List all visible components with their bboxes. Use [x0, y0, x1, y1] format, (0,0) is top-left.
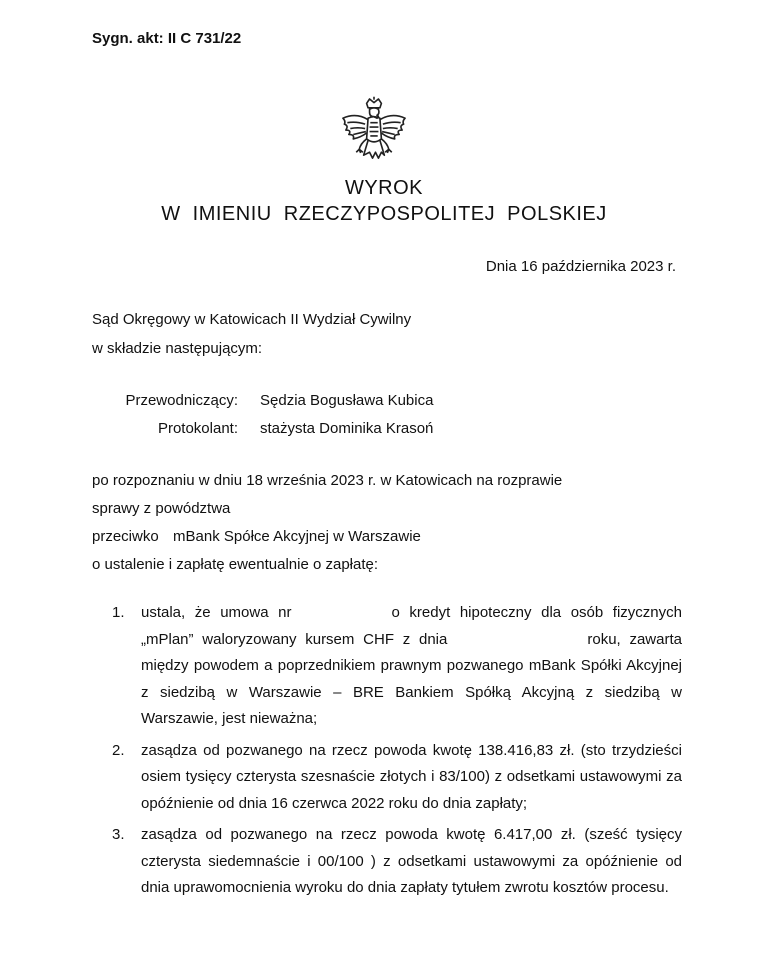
ruling-item — [92, 600, 682, 733]
judgment-date: Dnia 16 października 2023 r. — [485, 258, 676, 275]
judgment-title: WYROK — [344, 177, 424, 199]
ruling-text-part: ustala, że umowa nr — [141, 604, 292, 621]
clerk-label: Protokolant: — [157, 420, 238, 437]
clerk-value: stażysta Dominika Krasoń — [260, 420, 434, 437]
court-composition-intro: w składzie następującym: — [92, 340, 263, 357]
proceedings-line-4: o ustalenie i zapłatę ewentualnie o zapłatę: — [92, 556, 379, 573]
ruling-text-part: o kredyt hipoteczny dla osób fizycznych „mPlan” waloryzowany kursem CHF z dnia — [141, 604, 682, 648]
judgment-subtitle: W IMIENIU RZECZYPOSPOLITEJ POLSKIEJ — [161, 203, 607, 225]
case-signature: Sygn. akt: II C 731/22 — [92, 30, 242, 47]
against-label: przeciwko — [92, 528, 159, 545]
ruling-text: zasądza od pozwanego na rzecz powoda kwotę 6.417,00 zł. (sześć tysięcy czterysta siedemnaście i 00/100 ) z odsetkami ustawowymi za opóźnienie od dnia uprawomocnienia wyroku do dnia zapłaty tytułem zwrotu kosztów procesu. — [141, 826, 682, 896]
proceedings-line-3 — [92, 528, 421, 545]
ruling-text: zasądza od pozwanego na rzecz powoda kwotę 138.416,83 zł. (sto trzydzieści osiem tysięcy czterysta szesnaście złotych i 83/100) z odsetkami ustawowymi za opóźnienie od dnia 16 czerwca 2022 roku do dnia zapłaty; — [141, 741, 682, 812]
ruling-number: 2. — [112, 741, 125, 759]
chair-label: Przewodniczący: — [125, 392, 238, 409]
chair-value: Sędzia Bogusława Kubica — [260, 392, 434, 409]
polish-eagle-icon — [337, 96, 411, 170]
ruling-item — [92, 822, 682, 902]
ruling-number: 3. — [112, 826, 125, 843]
ruling-text-part: roku, zawarta między powodem a poprzednikiem prawnym pozwanego mBank Spółki Akcyjnej z siedzibą w Warszawie – BRE Bankiem Spółką Akcyjną z siedzibą w Warszawie, jest nieważna; — [141, 630, 682, 727]
proceedings-line-2: sprawy z powództwa — [92, 500, 231, 517]
defendant-name: mBank Spółce Akcyjnej w Warszawie — [173, 528, 421, 545]
ruling-number: 1. — [112, 604, 125, 621]
court-name: Sąd Okręgowy w Katowicach II Wydział Cywilny — [92, 311, 412, 328]
rulings-list — [92, 600, 682, 907]
ruling-item — [92, 738, 682, 818]
proceedings-line-1: po rozpoznaniu w dniu 18 września 2023 r. w Katowicach na rozprawie — [92, 472, 563, 489]
